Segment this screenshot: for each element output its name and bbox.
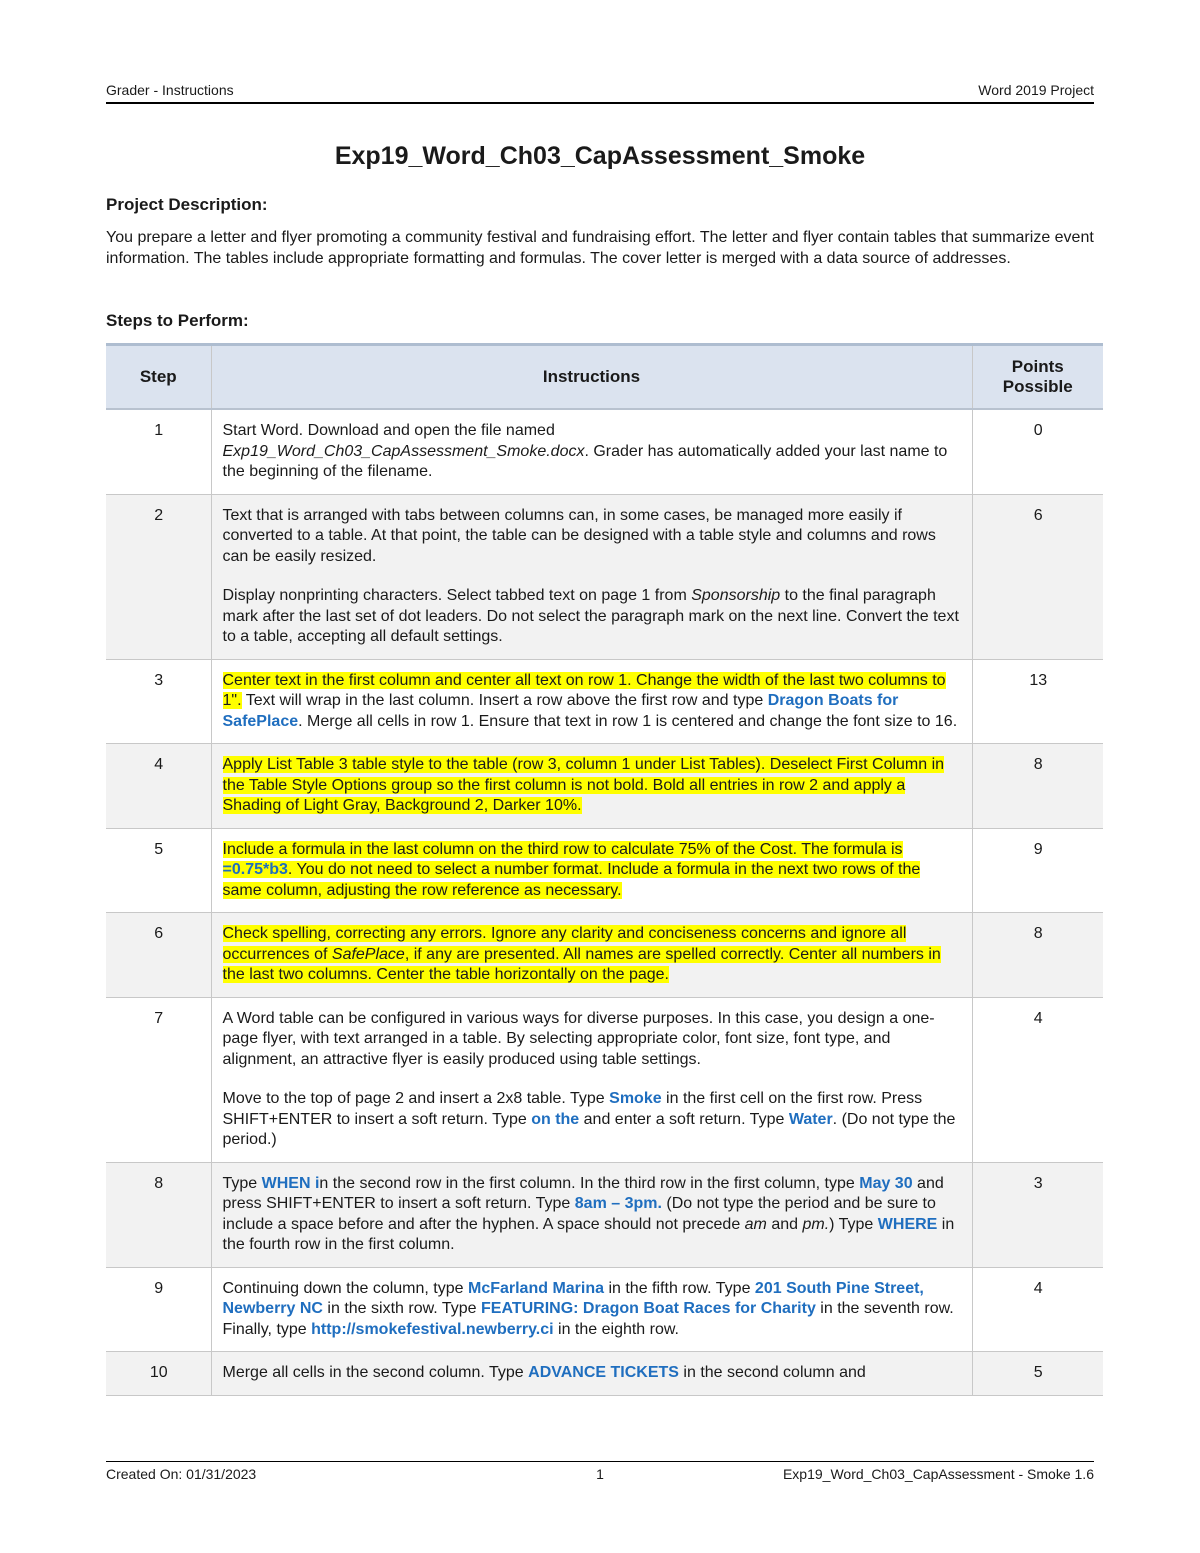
filename-text: Exp19_Word_Ch03_CapAssessment_Smoke.docx xyxy=(222,442,585,460)
text-run: ) Type xyxy=(829,1215,878,1233)
keyword-text: Dragon Boats for SafePlace xyxy=(222,692,899,730)
highlighted-text: Include a formula in the last column on the third row to calculate 75% of the Cost. The formula is xyxy=(222,840,903,858)
text-run: in the second column and xyxy=(678,1364,866,1381)
table-row xyxy=(106,409,1103,494)
footer-created-on: Created On: 01/31/2023 xyxy=(106,1466,257,1482)
table-row xyxy=(106,494,1103,659)
step-number: 8 xyxy=(106,1162,211,1267)
header-points xyxy=(972,345,1103,410)
keyword-text: WHERE xyxy=(877,1215,938,1233)
keyword-text: ADVANCE TICKETS xyxy=(528,1364,679,1381)
text-run: Start Word. Download and open the file named xyxy=(222,422,555,439)
step-points: 13 xyxy=(972,659,1103,744)
text-run: . Grader has automatically added your last name to the beginning of the filename. xyxy=(222,442,948,480)
highlighted-text: Check spelling, correcting any errors. Ignore any clarity and conciseness concerns and ignore all occurrences of xyxy=(222,925,907,963)
highlighted-text: . You do not need to select a number format. Include a formula in the next two rows of the same column, adjusting the row reference as necessary. xyxy=(222,861,921,899)
step-number: 4 xyxy=(106,744,211,829)
step-instructions xyxy=(211,494,972,659)
step-points: 0 xyxy=(972,409,1103,494)
keyword-text: 201 South Pine Street, Newberry NC xyxy=(222,1279,924,1317)
header-right: Word 2019 Project xyxy=(978,82,1094,98)
text-run: A Word table can be configured in various ways for diverse purposes. In this case, you design a one-page flyer, with text arranged in a table. By selecting appropriate color, font size, font type, and alignment, an attractive flyer is easily produced using table settings. xyxy=(222,1009,935,1068)
step-instructions xyxy=(211,1352,972,1396)
text-run: in the eighth row. xyxy=(553,1320,679,1338)
text-run: . (Do not type the period.) xyxy=(222,1110,956,1148)
text-run: Display nonprinting characters. Select tabbed text on page 1 from xyxy=(222,587,692,604)
steps-heading: Steps to Perform: xyxy=(106,311,249,330)
table-row xyxy=(106,659,1103,744)
document-title: Exp19_Word_Ch03_CapAssessment_Smoke xyxy=(334,142,866,170)
keyword-text: FEATURING: Dragon Boat Races for Charity xyxy=(481,1300,816,1317)
keyword-text: May 30 xyxy=(859,1174,913,1192)
steps-table xyxy=(106,343,1103,1396)
table-row xyxy=(106,1162,1103,1267)
text-run: . Merge all cells in row 1. Ensure that text in row 1 is centered and change the font size to 16. xyxy=(298,712,958,730)
table-row xyxy=(106,828,1103,913)
text-run: (Do not type the period and be sure to include a space before and after the hyphen. A space should not precede xyxy=(222,1195,936,1233)
text-run: Text that is arranged with tabs between columns can, in some cases, be managed more easily if converted to a table. At that point, the table can be designed with a table style and columns and rows can be easily resized. xyxy=(222,506,936,565)
step-number: 6 xyxy=(106,913,211,998)
text-run: Continuing down the column, type xyxy=(222,1279,468,1297)
text-run: to the final paragraph mark after the last set of dot leaders. Do not select the paragraph mark on the next line. Convert the text to a table, accepting all default settings. xyxy=(222,587,959,645)
text-run: and enter a soft return. Type xyxy=(579,1110,789,1128)
header-left: Grader - Instructions xyxy=(106,82,234,98)
text-run: and press SHIFT+ENTER to insert a soft return. Type xyxy=(222,1174,944,1212)
header-step: Step xyxy=(106,345,211,410)
step-points: 5 xyxy=(972,1352,1103,1396)
step-points: 4 xyxy=(972,1267,1103,1352)
footer-page-number: 1 xyxy=(596,1466,604,1482)
step-points: 3 xyxy=(972,1162,1103,1267)
step-points: 6 xyxy=(972,494,1103,659)
step-instructions xyxy=(211,744,972,829)
keyword-text: Smoke xyxy=(609,1090,662,1107)
keyword-text: =0.75*b3 xyxy=(222,861,288,878)
table-header-row xyxy=(106,345,1103,410)
header-points-line1: Points xyxy=(1011,357,1064,376)
text-run: Merge all cells in the second column. Type xyxy=(222,1364,529,1381)
table-row xyxy=(106,997,1103,1162)
project-description-text: You prepare a letter and flyer promoting a community festival and fundraising effort. The letter and flyer contain tables that summarize event information. The tables include appropriate formatting and formulas. The cover letter is merged with a data source of addresses. xyxy=(106,229,1094,267)
table-row xyxy=(106,1267,1103,1352)
keyword-text: Water xyxy=(788,1110,833,1128)
step-number: 3 xyxy=(106,659,211,744)
text-run: Text will wrap in the last column. Insert a row above the first row and type xyxy=(241,692,768,709)
step-instructions xyxy=(211,997,972,1162)
table-row xyxy=(106,744,1103,829)
table-row xyxy=(106,913,1103,998)
step-points: 9 xyxy=(972,828,1103,913)
step-instructions xyxy=(211,1162,972,1267)
step-instructions xyxy=(211,409,972,494)
keyword-text: WHEN i xyxy=(261,1174,320,1192)
highlighted-text: Center text in the first column and center all text on row 1. Change the width of the last two columns to 1". xyxy=(222,671,946,709)
project-description-heading: Project Description: xyxy=(106,195,268,214)
step-points: 8 xyxy=(972,913,1103,998)
text-run: in the fourth row in the first column. xyxy=(222,1215,955,1253)
step-instructions xyxy=(211,913,972,998)
text-run: in the first cell on the first row. Press SHIFT+ENTER to insert a soft return. Type xyxy=(222,1090,923,1128)
step-instructions xyxy=(211,659,972,744)
step-number: 2 xyxy=(106,494,211,659)
highlighted-italic-text: SafePlace xyxy=(331,945,405,963)
page-footer xyxy=(106,1461,1094,1482)
step-instructions xyxy=(211,1267,972,1352)
keyword-text: on the xyxy=(531,1110,580,1128)
step-points: 4 xyxy=(972,997,1103,1162)
text-run: Move to the top of page 2 and insert a 2x8 table. Type xyxy=(222,1090,610,1107)
text-run: in the seventh row. Finally, type xyxy=(222,1300,954,1338)
step-instructions xyxy=(211,828,972,913)
step-points: 8 xyxy=(972,744,1103,829)
highlighted-text: , if any are presented. All names are spelled correctly. Center all numbers in the last two columns. Center the table horizontally on the page. xyxy=(222,945,941,983)
header-instructions: Instructions xyxy=(211,345,972,410)
step-number: 7 xyxy=(106,997,211,1162)
text-run: n the second row in the first column. In the third row in the first column, type xyxy=(319,1174,860,1192)
header-points-line2: Possible xyxy=(1002,377,1073,396)
text-run: in the sixth row. Type xyxy=(322,1300,481,1317)
text-run: Type xyxy=(222,1174,262,1192)
text-run: in the fifth row. Type xyxy=(604,1279,755,1297)
url-text: http://smokefestival.newberry.ci xyxy=(311,1320,554,1338)
highlighted-text: Apply List Table 3 table style to the table (row 3, column 1 under List Tables). Deselect First Column in the Table Style Options group so the first column is not bold. Bold all entries in row 2 and apply a Shading of Light Gray, Background 2, Darker 10%. xyxy=(222,756,945,814)
keyword-text: McFarland Marina xyxy=(467,1279,605,1297)
italic-text: Sponsorship xyxy=(691,587,781,604)
step-number: 1 xyxy=(106,409,211,494)
page-header xyxy=(106,82,1094,104)
step-number: 9 xyxy=(106,1267,211,1352)
footer-document-id: Exp19_Word_Ch03_CapAssessment - Smoke 1.6 xyxy=(782,1466,1094,1482)
step-number: 5 xyxy=(106,828,211,913)
step-number: 10 xyxy=(106,1352,211,1396)
keyword-text: 8am – 3pm. xyxy=(574,1195,662,1212)
text-run: and xyxy=(766,1215,803,1233)
italic-text: pm. xyxy=(802,1215,830,1233)
table-row xyxy=(106,1352,1103,1396)
italic-text: am xyxy=(744,1215,767,1233)
